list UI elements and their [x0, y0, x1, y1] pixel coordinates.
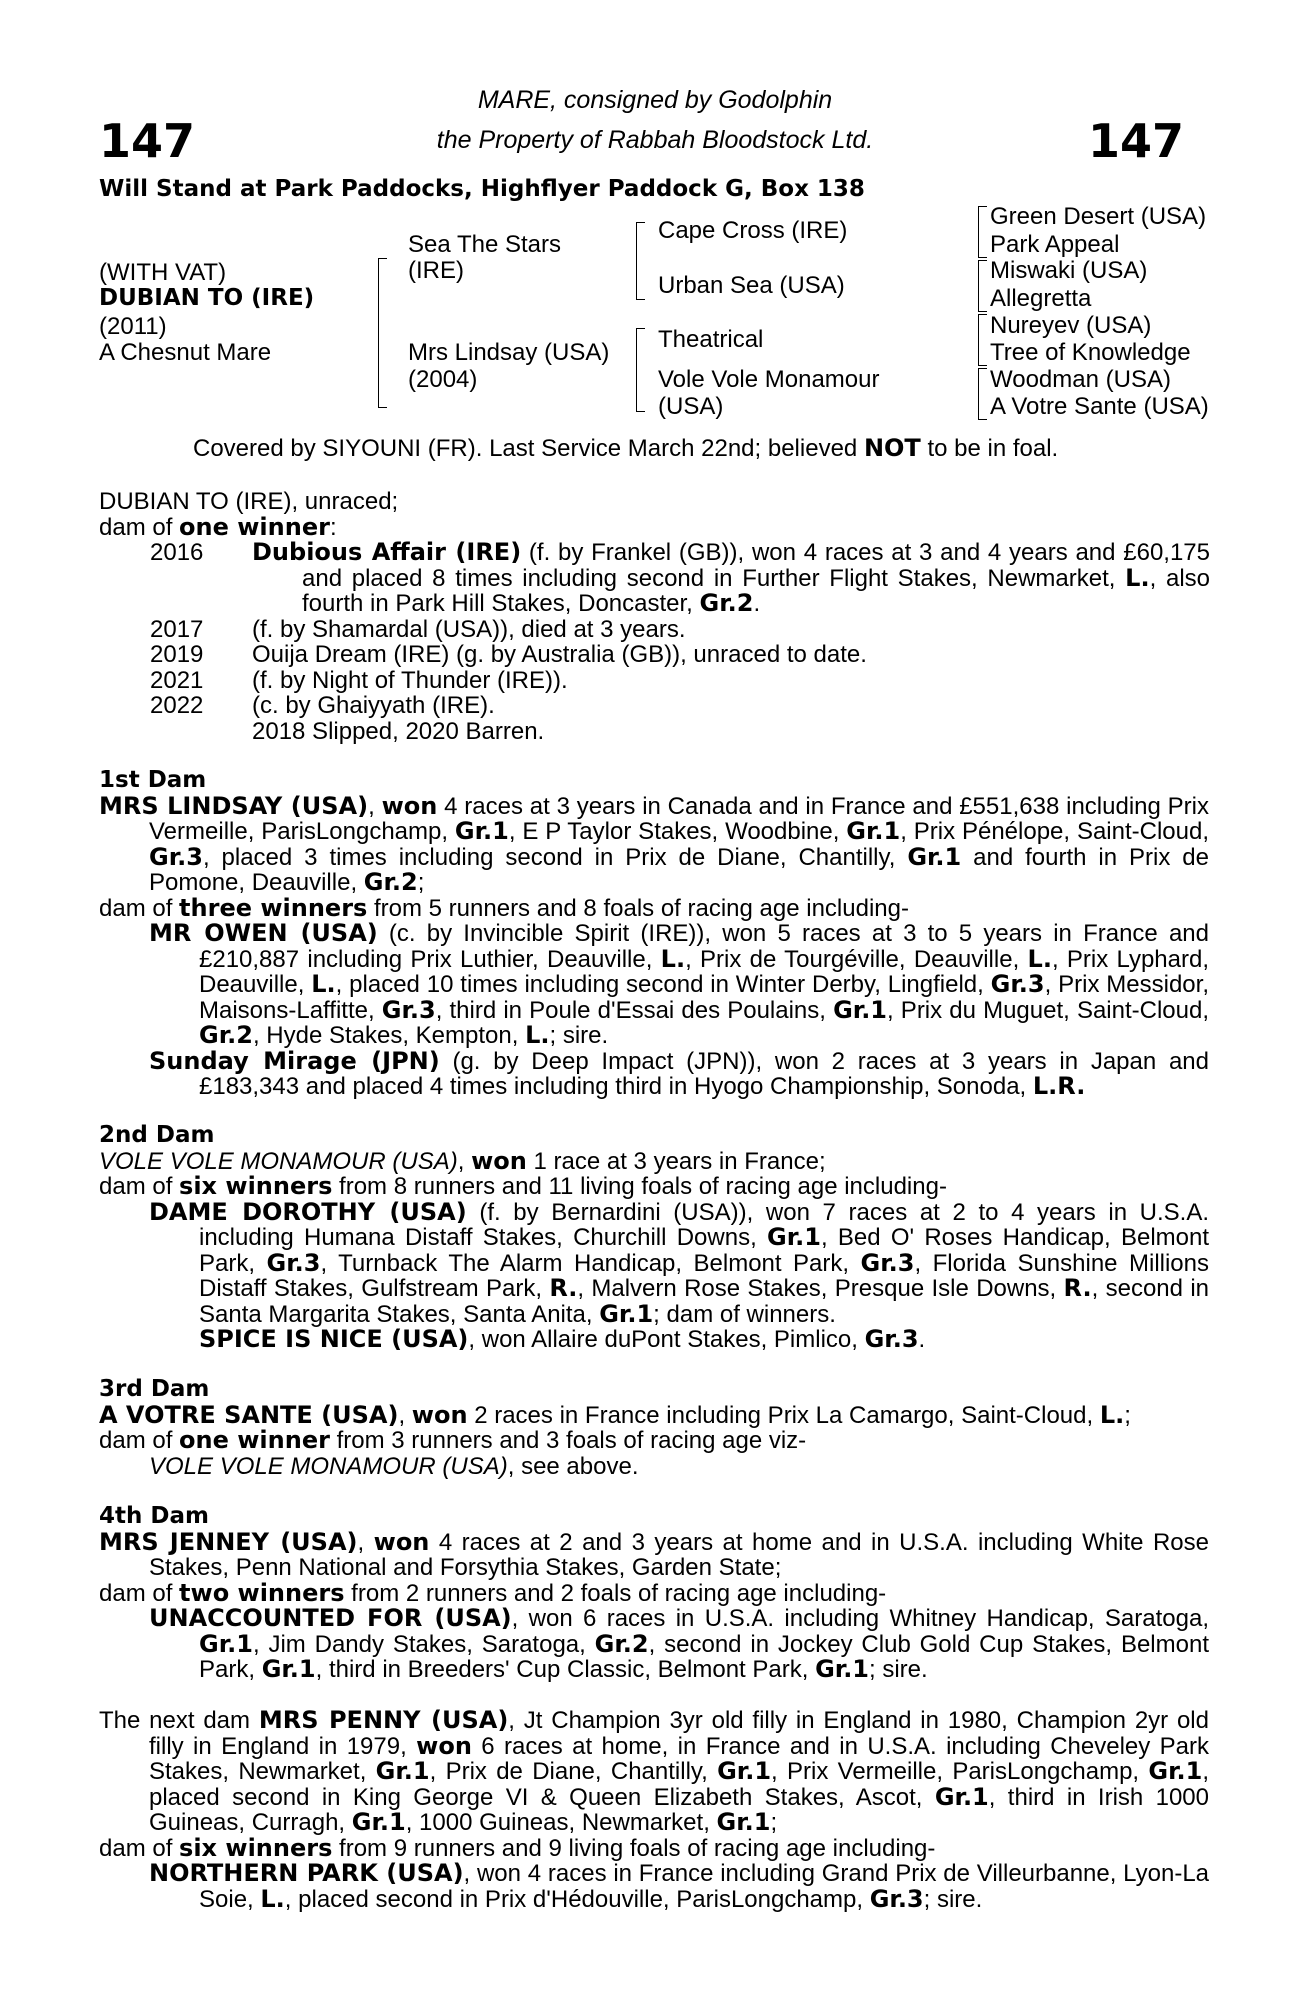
dam-of-line: dam of six winners from 9 runners and 9 living foals of racing age including-: [99, 1833, 936, 1862]
brace-g2: [978, 260, 987, 312]
produce-intro: DUBIAN TO (IRE), unraced;: [99, 488, 399, 515]
dam-year: (2004): [408, 366, 478, 393]
produce-section: [99, 489, 1209, 540]
stand-location: Will Stand at Park Paddocks, Highflyer Paddock G, Box 138: [99, 176, 865, 202]
brace-g4: [978, 368, 987, 420]
gg-3: Miswaki (USA): [990, 257, 1148, 284]
dam-of-line: dam of two winners from 2 runners and 2 foals of racing age including-: [99, 1578, 887, 1607]
second-dam-section: [99, 1123, 1209, 1353]
list-item: MR OWEN (USA) (c. by Invincible Spirit (IRE)), won 5 races at 3 to 5 years in France and £210,887 including Prix Luthier, Deauville, L., Prix de Tourgéville, Deauville, L., Prix Lyphard, Deauville, L., placed 10 times including second in Winter Derby, Lingfield, Gr.3, Prix Messidor, Maisons-Laffitte, Gr.3, third in Poule d'Essai des Poulains, Gr.1, Prix du Muguet, Saint-Cloud, Gr.2, Hyde Stakes, Kempton, L.; sire.: [149, 919, 1210, 1049]
gg-2: Park Appeal: [990, 231, 1120, 258]
property-line: the Property of Rabbah Bloodstock Ltd.: [436, 126, 874, 154]
dam-record: The next dam MRS PENNY (USA), Jt Champion 3yr old filly in England in 1980, Champion 2yr old filly in England in 1979, won 6 races at home, in France and in U.S.A. including Cheveley Park Stakes, Newmarket, Gr.1, Prix de Diane, Chantilly, Gr.1, Prix Vermeille, ParisLongchamp, Gr.1, placed second in King George VI & Queen Elizabeth Stakes, Ascot, Gr.1, third in Irish 1000 Guineas, Curragh, Gr.1, 1000 Guineas, Newmarket, Gr.1;: [99, 1706, 1210, 1836]
sire-name: Sea The Stars: [408, 231, 561, 258]
horse-name: DUBIAN TO (IRE): [99, 285, 315, 311]
next-dam-section: [99, 1708, 1209, 1912]
sire-sire: Cape Cross (IRE): [658, 217, 848, 244]
first-dam-section: [99, 768, 1209, 1100]
dam-of-line: dam of one winner from 3 runners and 3 foals of racing age viz-: [99, 1426, 807, 1454]
sire-dam: Urban Sea (USA): [658, 272, 845, 299]
list-item: NORTHERN PARK (USA), won 4 races in France including Grand Prix de Villeurbanne, Lyon-La Soie, L., placed second in Prix d'Hédouville, ParisLongchamp, Gr.3; sire.: [149, 1859, 1210, 1913]
gg-6: Tree of Knowledge: [990, 339, 1191, 366]
third-dam-section: [99, 1377, 1209, 1479]
dam-name: Mrs Lindsay (USA): [408, 339, 610, 366]
sire-country: (IRE): [408, 257, 464, 284]
section-heading: 4th Dam: [99, 1503, 209, 1529]
fourth-dam-section: [99, 1504, 1209, 1683]
dam-dam-country: (USA): [658, 393, 724, 420]
brace-main: [378, 258, 387, 408]
lot-number-left: 147: [99, 114, 196, 168]
brace-dam: [636, 328, 645, 412]
brace-sire: [636, 222, 645, 300]
dam-record: MRS LINDSAY (USA), won 4 races at 3 years in Canada and in France and £551,638 including Prix Vermeille, ParisLongchamp, Gr.1, E P Taylor Stakes, Woodbine, Gr.1, Prix Pénélope, Saint-Cloud, Gr.3, placed 3 times including second in Prix de Diane, Chantilly, Gr.1 and fourth in Prix de Pomone, Deauville, Gr.2;: [99, 791, 1210, 896]
gg-5: Nureyev (USA): [990, 312, 1152, 339]
consignor-line: MARE, consigned by Godolphin: [477, 86, 833, 114]
dam-of-line: dam of six winners from 8 runners and 11 living foals of racing age including-: [99, 1172, 947, 1200]
gg-8: A Votre Sante (USA): [990, 393, 1209, 420]
list-item: DAME DOROTHY (USA) (f. by Bernardini (USA)), won 7 races at 2 to 4 years in U.S.A. including Humana Distaff Stakes, Churchill Downs, Gr.1, Bed O' Roses Handicap, Belmont Park, Gr.3, Turnback The Alarm Handicap, Belmont Park, Gr.3, Florida Sunshine Millions Distaff Stakes, Gulfstream Park, R., Malvern Rose Stakes, Presque Isle Downs, R., second in Santa Margarita Stakes, Santa Anita, Gr.1; dam of winners.: [149, 1197, 1210, 1328]
brace-g1: [978, 206, 987, 258]
brace-g3: [978, 314, 987, 366]
section-heading: 1st Dam: [99, 767, 207, 793]
lot-number-right: 147: [1088, 114, 1185, 168]
dam-record: A VOTRE SANTE (USA), won 2 races in France including Prix La Camargo, Saint-Cloud, L.;: [99, 1400, 1131, 1429]
gg-4: Allegretta: [990, 285, 1092, 312]
gg-1: Green Desert (USA): [990, 203, 1207, 230]
list-item: 2021 (f. by Night of Thunder (IRE)).: [150, 666, 568, 694]
covered-note: Covered by SIYOUNI (FR). Last Service March 22nd; believed NOT to be in foal.: [193, 434, 1059, 462]
produce-dam-of: dam of one winner:: [99, 512, 337, 541]
section-heading: 3rd Dam: [99, 1376, 210, 1402]
section-heading: 2nd Dam: [99, 1122, 215, 1148]
gg-7: Woodman (USA): [990, 366, 1171, 393]
dam-record: VOLE VOLE MONAMOUR (USA), won 1 race at 3 years in France;: [99, 1146, 826, 1175]
list-item: 2022 (c. by Ghaiyyath (IRE).: [150, 692, 495, 719]
list-item: Sunday Mirage (JPN) (g. by Deep Impact (JPN)), won 2 races at 3 years in Japan and £183,343 and placed 4 times including third in Hyogo Championship, Sonoda, L.R.: [149, 1046, 1209, 1100]
list-item: 2018 Slipped, 2020 Barren.: [252, 717, 545, 745]
produce-list: [150, 540, 1210, 744]
dam-dam: Vole Vole Monamour: [658, 366, 880, 393]
list-item: VOLE VOLE MONAMOUR (USA), see above.: [149, 1452, 639, 1480]
vat-note: (WITH VAT): [99, 259, 227, 286]
list-item: 2017 (f. by Shamardal (USA)), died at 3 years.: [150, 615, 686, 643]
list-item: UNACCOUNTED FOR (USA), won 6 races in U.S.A. including Whitney Handicap, Saratoga, Gr.1, Jim Dandy Stakes, Saratoga, Gr.2, second in Jockey Club Gold Cup Stakes, Belmont Park, Gr.1, third in Breeders' Cup Classic, Belmont Park, Gr.1; sire.: [149, 1604, 1209, 1683]
list-item: 2016 Dubious Affair (IRE) (f. by Frankel (GB)), won 4 races at 3 and 4 years and £60,175 and placed 8 times including second in Further Flight Stakes, Newmarket, L., also fourth in Park Hill Stakes, Doncaster, Gr.2.: [150, 538, 1210, 617]
horse-description: A Chesnut Mare: [99, 339, 272, 366]
dam-of-line: dam of three winners from 5 runners and 8 foals of racing age including-: [99, 893, 909, 922]
list-item: SPICE IS NICE (USA), won Allaire duPont Stakes, Pimlico, Gr.3.: [199, 1325, 926, 1353]
dam-record: MRS JENNEY (USA), won 4 races at 2 and 3 years at home and in U.S.A. including White Rose Stakes, Penn National and Forsythia Stakes, Garden State;: [99, 1527, 1209, 1581]
dam-sire: Theatrical: [658, 326, 764, 353]
foaling-year: (2011): [99, 313, 167, 340]
list-item: 2019 Ouija Dream (IRE) (g. by Australia (GB)), unraced to date.: [150, 641, 867, 668]
